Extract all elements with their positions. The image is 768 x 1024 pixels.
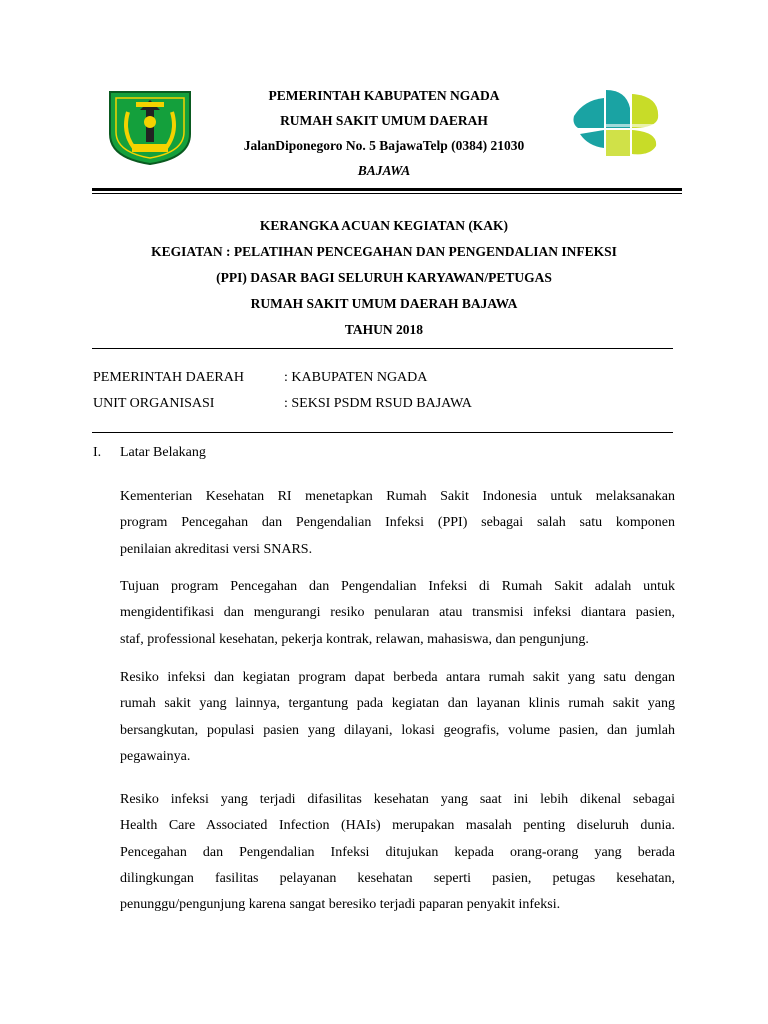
paragraph-line: Kementerian Kesehatan RI menetapkan Rumah Sakit Indonesia untuk melaksanakan (120, 489, 675, 504)
paragraph-1 (120, 484, 675, 563)
doc-title-3: (PPI) DASAR BAGI SELURUH KARYAWAN/PETUGAS (216, 270, 552, 285)
meta-value-unit: : SEKSI PSDM RSUD BAJAWA (284, 396, 472, 411)
paragraph-line: bersangkutan, populasi pasien yang dilayani, lokasi geografis, volume pasien, dan jumlah (120, 722, 675, 738)
paragraph-line: mengidentifikasi dan mengurangi resiko penularan atau transmisi infeksi diantara pasien, (120, 605, 675, 621)
paragraph-line: penilaian akreditasi versi SNARS. (120, 541, 313, 557)
doc-title-4: RUMAH SAKIT UMUM DAERAH BAJAWA (250, 296, 518, 311)
section-number: I. (93, 445, 102, 460)
letterhead-line-1: PEMERINTAH KABUPATEN NGADA (268, 88, 500, 103)
doc-title-5: TAHUN 2018 (344, 322, 424, 337)
letterhead-rule-thin (92, 193, 682, 194)
meta-value-region: : KABUPATEN NGADA (284, 370, 428, 385)
paragraph-line: staf, professional kesehatan, pekerja kontrak, relawan, mahasiswa, dan pengunjung. (120, 631, 589, 647)
letterhead-line-3: JalanDiponegoro No. 5 BajawaTelp (0384) 21030 (243, 138, 525, 153)
letterhead-line-4: BAJAWA (357, 163, 411, 178)
meta-rule (92, 432, 673, 433)
section-title: Latar Belakang (120, 445, 206, 460)
doc-title-1: KERANGKA ACUAN KEGIATAN (KAK) (259, 218, 509, 233)
paragraph-line: pegawainya. (120, 748, 191, 764)
paragraph-line: Resiko infeksi yang terjadi difasilitas kesehatan yang saat ini lebih dikenal sebagai (120, 792, 675, 807)
meta-label-unit: UNIT ORGANISASI (93, 396, 215, 411)
paragraph-line: dilingkungan fasilitas pelayanan kesehatan seperti pasien, petugas kesehatan, (120, 870, 675, 886)
paragraph-line: Health Care Associated Infection (HAIs) merupakan masalah penting diseluruh dunia. (120, 818, 675, 834)
paragraph-2 (120, 574, 675, 653)
meta-label-region: PEMERINTAH DAERAH (93, 370, 244, 385)
paragraph-4 (120, 787, 675, 918)
paragraph-line: Tujuan program Pencegahan dan Pengendalian Infeksi di Rumah Sakit adalah untuk (120, 579, 675, 594)
letterhead-rule-thick (92, 188, 682, 191)
paragraph-line: Pencegahan dan Pengendalian Infeksi ditujukan kepada orang-orang yang berada (120, 844, 675, 860)
paragraph-3 (120, 665, 675, 770)
paragraph-line: program Pencegahan dan Pengendalian Infeksi (PPI) sebagai salah satu komponen (120, 515, 675, 531)
doc-title-2: KEGIATAN : PELATIHAN PENCEGAHAN DAN PENGENDALIAN INFEKSI (151, 244, 617, 259)
paragraph-line: penunggu/pengunjung karena sangat beresiko terjadi paparan penyakit infeksi. (120, 897, 561, 913)
paragraph-line: Resiko infeksi dan kegiatan program dapat berbeda antara rumah sakit yang satu dengan (120, 670, 675, 685)
paragraph-line: rumah sakit yang lainnya, tergantung pada kegiatan dan layanan klinis rumah sakit yang (120, 696, 675, 712)
letterhead-line-2: RUMAH SAKIT UMUM DAERAH (280, 113, 488, 128)
title-rule (92, 348, 673, 349)
